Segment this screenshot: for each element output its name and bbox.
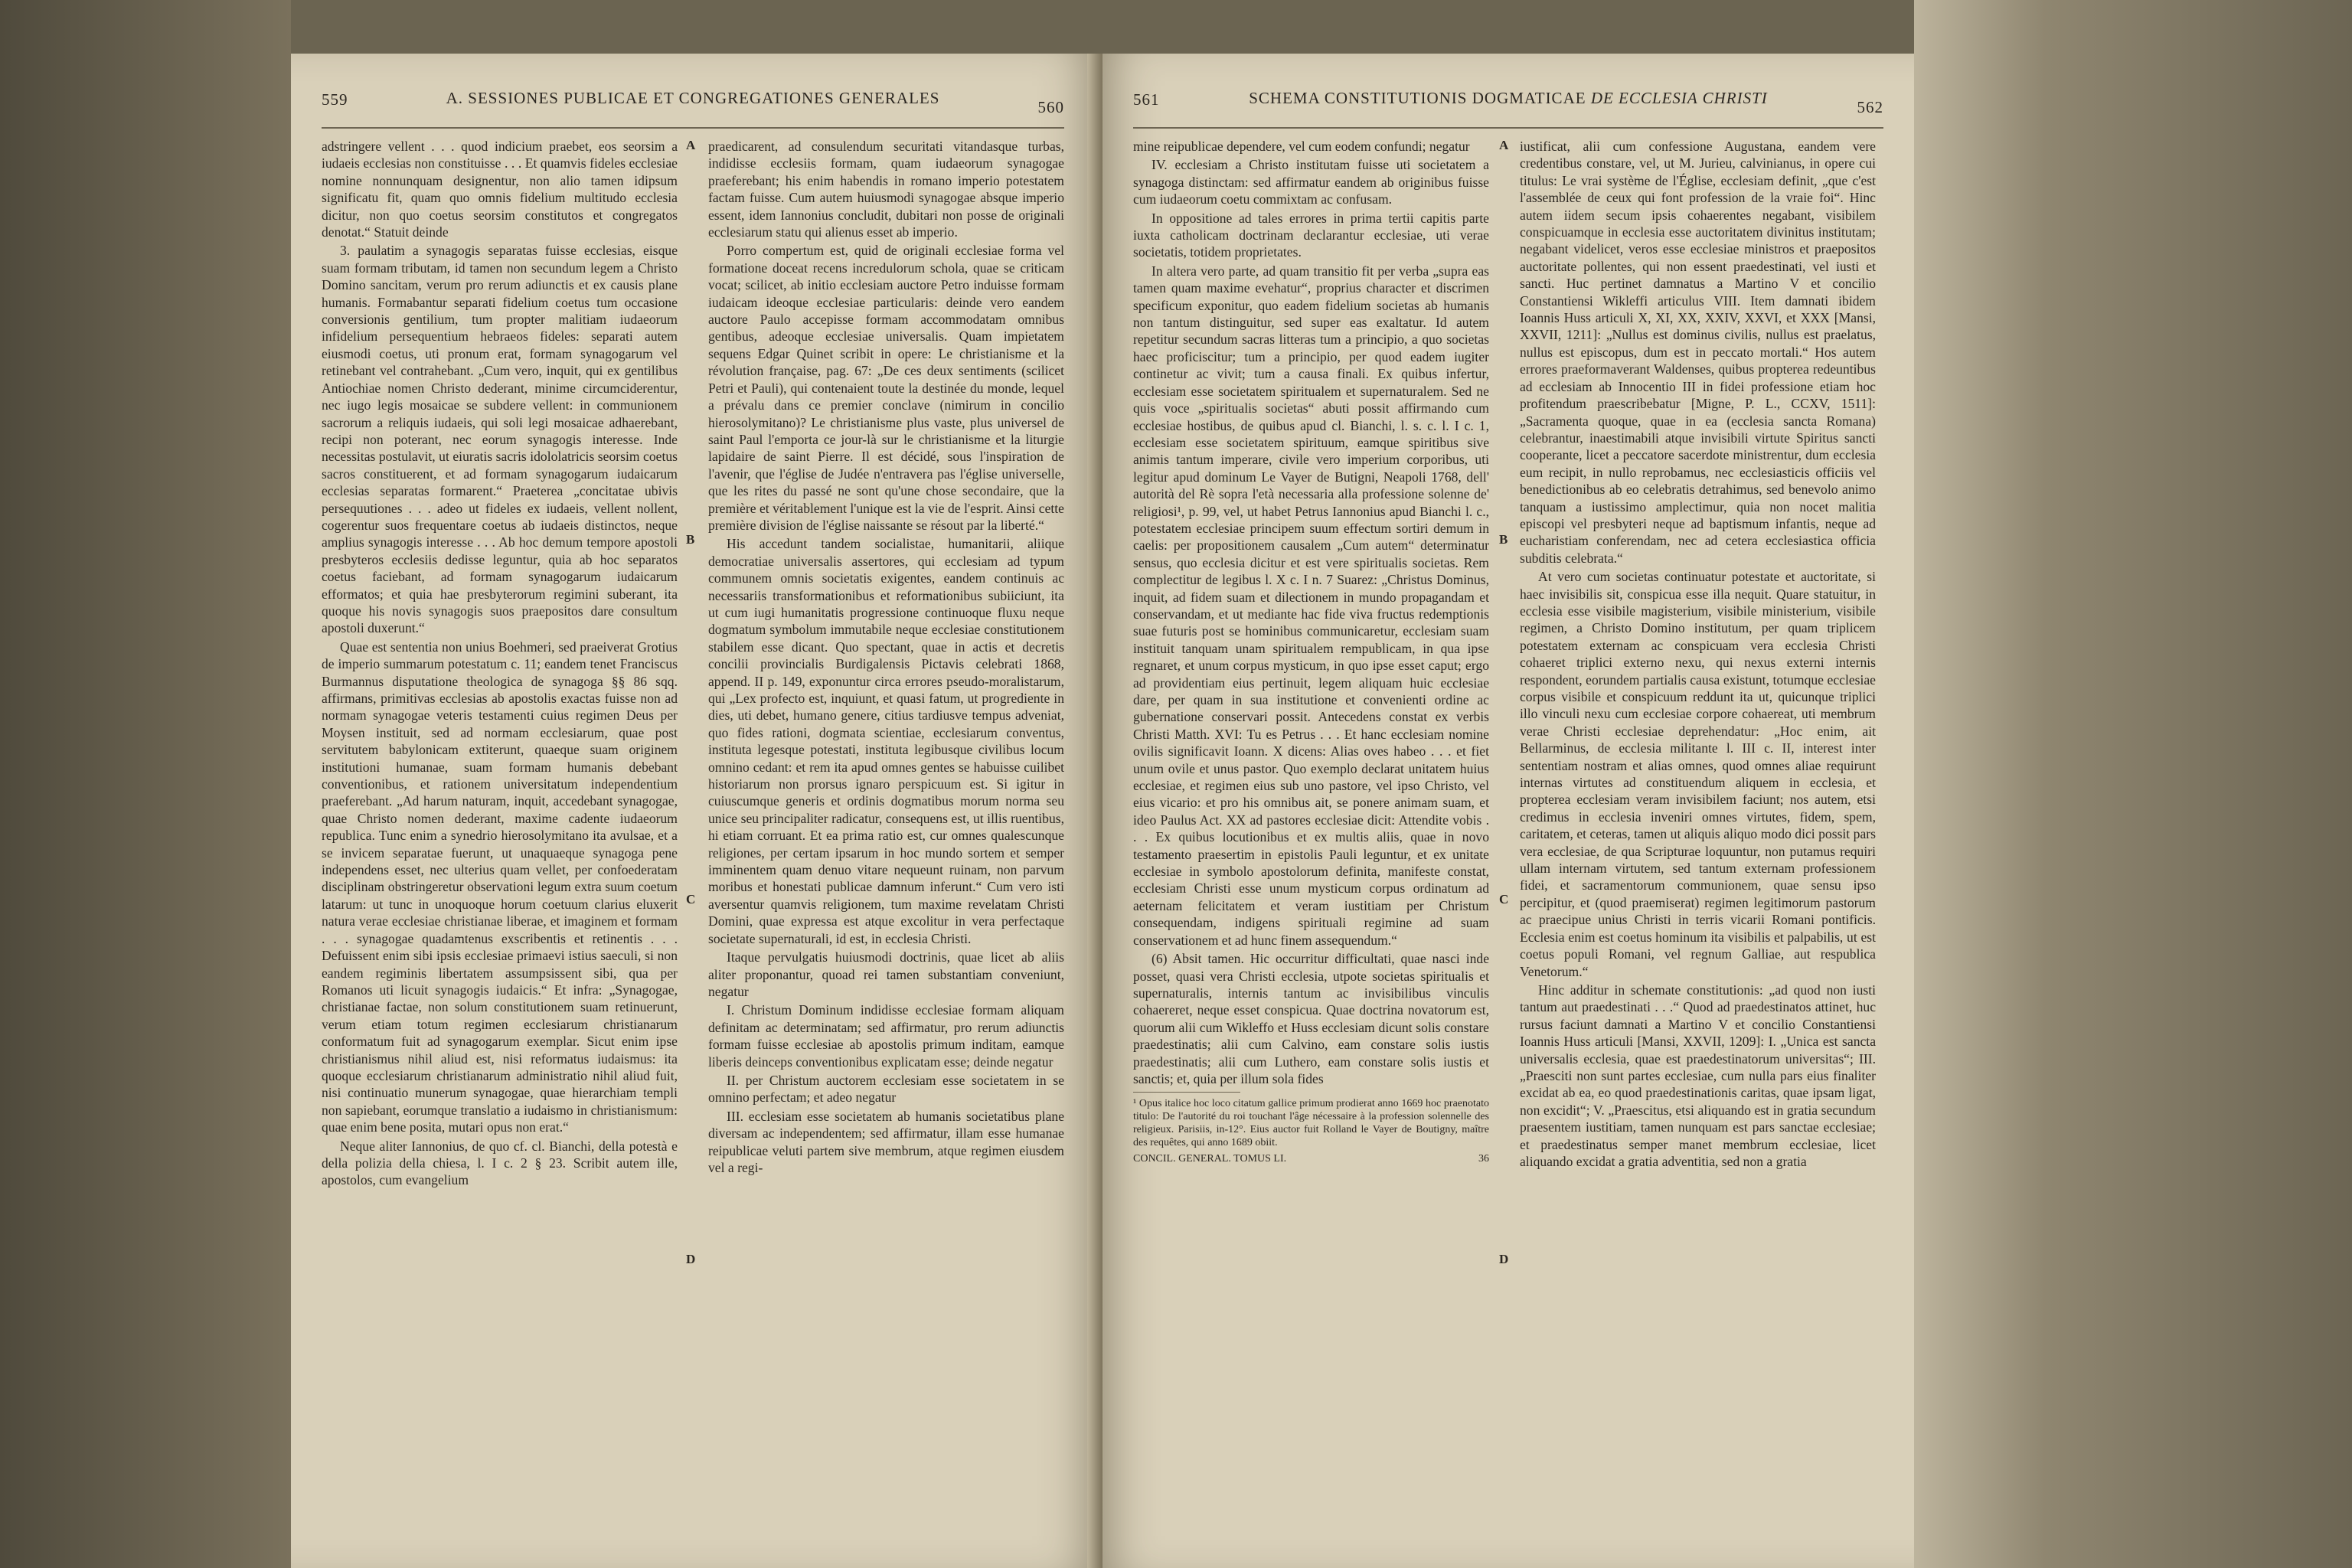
footnote-text: ¹ Opus italice hoc loco citatum gallice primum prodierat anno 1669 hoc praenotato titulo: De l'autorité du roi touchant l'âge nécessaire à la profession solennelle des religieux. Parisiis, in-12°. Eius auctor fuit Rolland le Vayer de Boutigny, maître des requêtes, qui anno 1689 obiit. (1133, 1098, 1489, 1149)
paragraph: praedicarent, ad consulendum securitati vitandasque turbas, indidisse ecclesiis formam, quam iudaeorum synagogae praeferebant; his enim habendis in romano imperio potestatem factam fuisse. Cum autem huiusmodi synagogae absque imperio essent, idem Iannonius concludit, dubitari non posse de originali ecclesiarum statu qui alienus esset ab imperio. (708, 139, 1064, 240)
margin-letter-d: D (1499, 1252, 1509, 1266)
right-page (1102, 54, 1914, 1568)
paragraph: At vero cum societas continuatur potestate et auctoritate, si haec invisibilis sit, conspicua esse illa nequit. Quare statuitur, in ecclesia esse visibile magisterium, visibile ministerium, visibile regimen, a Christo Domino institutum, per quam triplicem potestatem externam ac conspicuam vera ecclesia Christi cohaeret triplici externo nexu, qui nexus externi internis respondent, eorundem partialis causa existunt, totumque ecclesiae corpus visibile et conspicuum reddunt ita ut, quicunque triplici illo vinculi nexu cum ecclesiae corpore cohaereat, uti membrum verae Christi ecclesiae deprehendatur: „Hoc enim, ait Bellarminus, de ecclesia militante l. III c. II, interest inter sententiam nostram et alias omnes, quod omnes aliae requirunt internas virtutes ad constituendum aliquem in ecclesia, et propterea ecclesiam veram invisibilem faciunt; nos autem, etsi credimus in ecclesia inveniri omnes virtutes, fidem, spem, caritatem, et ceteras, tamen ut aliquis aliquo modo dici possit pars vera ecclesiae, de qua Scripturae loquuntur, non putamus requiri ullam internam virtutem, sed tantum externam professionem fidei, et sacramentorum communionem, quae sensu ipso percipitur, et (quod praemiserat) regimen legitimorum pastorum ac praecipue unius Christi in terris vicarii Romani pontificis. Ecclesia enim est coetus hominum ita visibilis et palpabilis, ut est coetus populi Romani, vel regnum Galliae, aut respublica Venetorum.“ (1520, 569, 1876, 979)
paragraph: His accedunt tandem socialistae, humanitarii, aliique democratiae universalis assertores, qui ecclesiam ad typum communem omnis societatis exigentes, eandem continuis ac necessariis transformationibus et reformationibus subiiciunt, ita ut cum iugi humanitatis progressione continuoque fluxu neque dogmatum symbolum immutabile neque ecclesiae constitutionem stabilem esse dicant. Quo spectant, quae in actis et decretis concilii provincialis Burdigalensis Pictavis celebrati 1868, append. II p. 149, exponuntur circa errores pseudo-moralistarum, qui „Lex profecto est, inquiunt, et quasi fatum, ut progrediente in dies, uti debet, humano genere, citius tardiusve tempus adveniat, quo fides rationi, dogmata scientiae, ecclesiarum conventus, instituta legesque potestati, instituta legibusque civilibus locum omnino cedant: et rem ita apud omnes gentes se habuisse cuilibet historiarum non prorsus ignaro perspicuum est. Si igitur in cuiuscumque generis et ordinis dogmatibus morum norma seu unice seu principaliter radicatur, consequens est, ut illis ruentibus, hi etiam corruant. Et ea prima ratio est, cur omnes qualescunque religiones, per certam ipsarum in hoc mundo sortem et semper imminentem quam denuo vitare nequeunt ruinam, non parvum moribus et honestati publicae damnum inferunt.“ Cum vero isti aversentur quamvis religionem, tum maxime revelatam Christi Domini, quae expressa est atque excolitur in vera perfectaque societate supernaturali, id est, in ecclesia Christi. (708, 536, 1064, 946)
margin-letter-b: B (1499, 532, 1508, 547)
column-560 (708, 138, 1064, 1553)
running-title-main: SCHEMA CONSTITUTIONIS DOGMATICAE (1249, 89, 1586, 107)
paragraph: Itaque pervulgatis huiusmodi doctrinis, quae licet ab aliis aliter proponantur, quoad rei tamen substantiam conveniunt, negatur (708, 949, 1064, 999)
paragraph: In altera vero parte, ad quam transitio fit per verba „supra eas tamen quam maxime evehatur“, proprius character et discrimen specificum exponitur, quo eadem fidelium societas ab humanis non tantum distinguitur, sed super eas exaltatur. Id autem repetitur secundum sacras litteras tum a principio, a quo societas haec proficiscitur; tum a principio, per quod eadem iugiter continetur ac vivit; tum a causa finali. Ex quibus infertur, ecclesiam esse societatem spiritualem et supernaturalem. Sed ne quis voce „spiritualis societas“ abuti possit affirmando cum ecclesiae hostibus, de quibus apud cl. Bianchi, l. s. c. l. I c. 1, ecclesiam esse societatem spirituum, eamque spiritibus sive animis tantum imperare, civile vero imperium corporibus, uti legitur apud dominum Le Vayer de Butigni, Neapoli 1768, dell' autorità del Rè sopra l'età necessaria alla professione solenne de' religiosi¹, p. 99, vel, ut habet Petrus Iannonius apud Bianchi l. c., potestatem ecclesiae principem suum effectum sortiri demum in caelis: per propositionem causalem „Cum autem“ determinatur sensus, quo ecclesia dicitur et est vere spiritualis societas. Rem complectitur de legibus l. X c. I n. 7 Suarez: „Christus Dominus, inquit, ad fidem suam et dilectionem in mundo propagandam et conservandam, et ut mediante hac fide viva fructus redemptionis suae futuris post se hominibus communicaretur, ecclesiam suam instituit tanquam unam spiritualem rempublicam, in qua ipse regnaret, et unum corpus mysticum, in quo ipse esset caput; ergo ad providentiam eius pertinuit, legem aliquam huic ecclesiae dare, per quam in sua institutione et convenienti ordine ac gubernatione conservari possit. Antecedens constat ex verbis Christi Matth. XVI: Tu es Petrus . . . Et hanc ecclesiam nomine ovilis significavit Ioann. X dicens: Alias oves habeo . . . et fiet unum ovile et unus pastor. Quo exemplo declarat unitatem huius ecclesiae, et regimen eius sub uno pastore, vel ipso Christo, vel eius vicario: et pro his omnibus ait, se ponere animam suam, et ideo Paulus Act. XX ad pastores ecclesiae dicit: Attendite vobis . . . Ex quibus locutionibus et ex multis aliis, quae in novo testamento praesertim in epistolis Pauli leguntur, et ex unitate ecclesiae in symbolo apostolorum definita, manifeste constat, ecclesiam Christi esse unum mysticum corpus ordinatum ad aeternam felicitatem et veram iustitiam per Christum consequendam, indigens spirituali regimine ad suam conservationem et ad hunc finem assequendum.“ (1133, 263, 1489, 948)
paragraph: 3. paulatim a synagogis separatas fuisse ecclesias, eisque suam formam tributam, id tamen non secundum legem a Christo Domino sancitam, verum pro rerum adiunctis et ex causis plane humanis. Formabantur separati fidelium coetus tum occasione conversionis gentilium, tum propter malitiam iudaeorum infidelium persequentium hebraeos fideles: separati autem eiusmodi coetus, uti pronum erat, formam synagogarum vel retinebant vel contrahebant. „Cum vero, inquit, qui ex gentilibus Antiochiae nomen Christo dederant, minime circumciderentur, nec iugo legis mosaicae se subdere vellent: in communionem sacrorum a reliquis iudaeis, qui soli legi mosaicae adhaerebant, recipi non poterant, nec eorum synagogis interesse. Inde necessitas postulavit, ut eiuratis sacris idololatricis seorsim coetus sacros constituerent, et ad formam synagogarum iudaicarum ecclesias separatas formarent.“ Praeterea „concitatae ubivis persequutiones . . . adeo ut fideles ex iudaeis, vellent nollent, cogerentur suos frequentare coetus ab iudaeis distinctos, neque amplius synagogis interesse . . . Ab hoc demum tempore apostoli presbyteros ecclesiis dedisse leguntur, quia ab hoc separatos coetus faciebant, ad formam synagogarum iudaicarum efformatos; et quia hae presbyterorum regimini suberant, ita quoque his novis synagogis suos praepositos dare consultum apostoli duxerunt.“ (322, 243, 678, 636)
paragraph: In oppositione ad tales errores in prima tertii capitis parte iuxta catholicam doctrinam declarantur ecclesiae, uti verae societatis, totidem proprietates. (1133, 210, 1489, 260)
running-title-italic: DE ECCLESIA CHRISTI (1590, 89, 1768, 107)
column-561 (1133, 138, 1489, 1553)
margin-letter-b: B (686, 532, 695, 547)
paragraph: Porro compertum est, quid de originali ecclesiae forma vel formatione doceat recens incredulorum schola, quae se criticam vocat; scilicet, ab initio ecclesiam auctore Petro induisse formam iudaicam ideoque ecclesiae particularis: deinde vero eandem auctore Paulo accepisse formam accommodatam omnibus gentibus, adeoque ecclesiae universalis. Quam impietatem sequens Edgar Quinet scribit in opere: Le christianisme et la révolution française, pag. 67: „De ces deux sentiments (scilicet Petri et Pauli), qui contenaient toute la destinée du monde, lequel a prévalu dans ce premier conclave (nimirum in concilio hierosolymitano)? Le christianisme plus vaste, plus universel de saint Paul l'emporta ce jour-là sur le christianisme et la liturgie lapidaire de saint Pierre. Il est décidé, sous l'inspiration de l'avenir, que l'église de Judée n'entravera pas l'église universelle, que les rites du passé ne sont qu'une chose secondaire, que la première et véritablement l'unique est la vie de l'esprit. Ainsi cette première division de l'église naissante se résout par la liberté.“ (708, 243, 1064, 533)
margin-letter-a: A (1499, 138, 1509, 152)
column-559 (322, 138, 678, 1553)
left-book-edge (0, 0, 291, 1568)
paragraph: III. ecclesiam esse societatem ab humanis societatibus plane diversam ac independentem; sed affirmatur, illam esse humanae reipublicae veluti partem sive membrum, atque regimen eiusdem vel a regi- (708, 1108, 1064, 1175)
margin-letter-c: C (1499, 892, 1509, 906)
paragraph: II. per Christum auctorem ecclesiam esse societatem in se omnino perfectam; et adeo negatur (708, 1072, 1064, 1106)
running-head-left (322, 84, 1064, 115)
header-rule (322, 127, 1064, 129)
margin-letter-a: A (686, 138, 696, 152)
running-title-right (1133, 89, 1883, 108)
page-number-559: 559 (322, 90, 348, 109)
paragraph: Neque aliter Iannonius, de quo cf. cl. Bianchi, della potestà e della polizia della chiesa, l. I c. 2 § 23. Scribit autem ille, apostolos, cum evangelium (322, 1138, 678, 1188)
paragraph: Quae est sententia non unius Boehmeri, sed praeiverat Grotius de imperio summarum potestatum c. 11; eandem tenet Franciscus Burmannus disputatione theologica de synagoga §§ 86 sqq. affirmans, primitivas ecclesias ab apostolis exactas fuisse non ad normam synagogae veteris testamenti cuius regimen Deus per Moysen instituit, sed ad normam ecclesiarum, quae post servitutem babylonicam extiterunt, quaeque suam originem institutioni humanae, suam formam humanis debebant conventionibus, et rationem universitatum independentium praeferebant. „Ad harum naturam, inquit, accedebant synagogae, quae Christo nomen dederant, maxime cadente iudaeorum republica. Tunc enim a synedrio hierosolymitano ita avulsae, et a se invicem separatae fuerunt, ut unaquaeque synagoga pene independens esset, nec ulterius quam vellet, per confoederatam disciplinam obstringeretur observationi legum extra suum coetum latarum: ut tunc in unoquoque horum coetuum clarius eluxerit natura verae ecclesiae christianae liberae, et imaginem et formam . . . synagogae quadamtenus exscribentis et retinentis . . . Defuissent enim sibi ipsis ecclesiae primaevi istius saeculi, si non eandem regiminis libertatem assumpsissent sibi, qua per Romanos uti licuit synagogis iudaicis.“ Et infra: „Synagogae, christianae factae, non solum constitutionem suam retinuerunt, verum etiam totum regimen ecclesiarum christianarum conformatum fuit ad synagogarum exemplar. Sicut enim ipse christianismus nihil aliud est, nisi reformatus iudaismus: ita quoque ecclesiarum christianarum administratio nihil aliud fuit, nisi continuatio munerum synagogae, quae hierarchiam templi non sapiebant, eorumque translatio a iudaismo in christianismum: quae enim bene posita, mutari opus non erat.“ (322, 639, 678, 1135)
left-columns (322, 138, 1064, 1553)
signature-number: 36 (1478, 1153, 1489, 1165)
right-book-edge (1914, 0, 2352, 1568)
paragraph: Hinc additur in schemate constitutionis: „ad quod non iusti tantum aut praedestinati . . .“ Quod ad praedestinatos attinet, huc rursus faciunt damnati a Martino V et concilio Constantiensi Ioannis Huss articuli [Mansi, XXVII, 1209]: I. „Unica est sancta universalis ecclesia, quae est praedestinatorum universitas“; III. „Praesciti non sunt partes ecclesiae, cum nulla pars eius finaliter excidat ab ea, eo quod praedestinationis caritas, quae ipsam ligat, non excidit“; V. „Praescitus, etsi aliquando est in gratia secundum praesentem iustitiam, tamen nunquam est pars sanctae ecclesiae; et praedestinatus semper manet membrum ecclesiae, licet aliquando excidat a gratia adventitia, sed non a gratia (1520, 982, 1876, 1169)
page-number-560: 560 (1037, 98, 1064, 116)
signature-text: CONCIL. GENERAL. TOMUS LI. (1133, 1153, 1287, 1165)
page-number-561: 561 (1133, 90, 1160, 109)
margin-letter-d: D (686, 1252, 696, 1266)
header-rule (1133, 127, 1883, 129)
paragraph: IV. ecclesiam a Christo institutam fuisse uti societatem a synagoga distinctam: sed affirmatur eandem ab originibus fuisse cum iudaeorum coetu commixtam ac confusam. (1133, 157, 1489, 207)
margin-letter-c: C (686, 892, 696, 906)
footnote (1133, 1092, 1489, 1165)
paragraph: mine reipublicae dependere, vel cum eodem confundi; negatur (1133, 139, 1470, 154)
footnote-rule (1133, 1092, 1240, 1093)
paragraph: (6) Absit tamen. Hic occurritur difficultati, quae nasci inde posset, quasi vera Christi ecclesia, utpote societas spiritualis et supernaturalis, internis tantum ac invisibilibus vinculis cohaereret, neque esset conspicua. Quae doctrina novatorum est, quorum alii cum Wikleffo et Huss ecclesiam dicunt solis constare praedestinatis; alii cum Calvino, eam constare solis iustis praedestinatis; alii cum Luthero, eam constare solis iustis et sanctis; et, quia per illum sola fides (1133, 951, 1489, 1086)
paragraph: iustificat, alii cum confessione Augustana, eandem vere credentibus constare, vel, ut M. Jurieu, calvinianus, in opere cui titulus: Le vrai système de l'Église, ecclesiam definit, „que c'est l'assemblée de ceux qui font profession de la vraie foi“. Hinc autem iidem secum ipsis cohaerentes negabant, visibilem conspicuamque in ecclesia esse auctoritatem divinitus institutam; negabant videlicet, veros esse ecclesiae ministros et praepositos auctoritate pollentes, qui non essent praedestinati, vel iusti et sancti. Huc pertinet damnatus a Martino V et concilio Constantiensi Wikleffi articulus VIII. Item damnati ibidem Ioannis Huss articuli X, XI, XX, XXIV, XXVI, et XXX [Mansi, XXVII, 1211]: „Nullus est dominus civilis, nullus est praelatus, nullus est episcopus, dum est in peccato mortali.“ Hos autem errores praeformaverant Waldenses, quibus propterea redeuntibus ad ecclesiam ab Innocentio III in fidei professione etiam hoc profitendum praescribebatur [Migne, P. L., CCXV, 1511]: „Sacramenta quoque, quae in ea (ecclesia sancta Romana) celebrantur, inaestimabili atque invisibili virtute Spiritus sancti cooperante, licet a peccatore sacerdote ministrentur, dum ecclesia eum recipit, in nullo reprobamus, nec ecclesiasticis officiis vel benedictionibus ab eo celebratis detrahimus, sed benevolo animo tanquam a iustissimo amplectimur, quia non nocet malitia episcopi vel presbyteri neque ad baptismum infantis, neque ad eucharistiam conferendam, nec ad cetera ecclesiastica officia subditis celebrata.“ (1520, 139, 1876, 566)
signature-line (1133, 1152, 1489, 1165)
page-number-562: 562 (1857, 98, 1883, 116)
left-page (291, 54, 1095, 1568)
running-head-right (1133, 84, 1883, 115)
column-562 (1520, 138, 1876, 1553)
right-columns (1133, 138, 1883, 1553)
running-title-left: A. SESSIONES PUBLICAE ET CONGREGATIONES GENERALES (446, 89, 940, 107)
paragraph: I. Christum Dominum indidisse ecclesiae formam aliquam definitam ac determinatam; sed affirmatur, pro rerum adiunctis formam fuisse ecclesiae ab apostolis primum inditam, eamque liberis deinceps conventionibus explicatam esse; deinde negatur (708, 1002, 1064, 1070)
paragraph: adstringere vellent . . . quod indicium praebet, eos seorsim a iudaeis ecclesias non constituisse . . . Et quamvis fideles ecclesiae nomine nonnunquam designentur, non alio tamen idipsum significatu fit, quam quo omnis fidelium multitudo ecclesia dicitur, non quo coetus seorsim constitutos et congregatos denotat.“ Statuit deinde (322, 139, 678, 240)
